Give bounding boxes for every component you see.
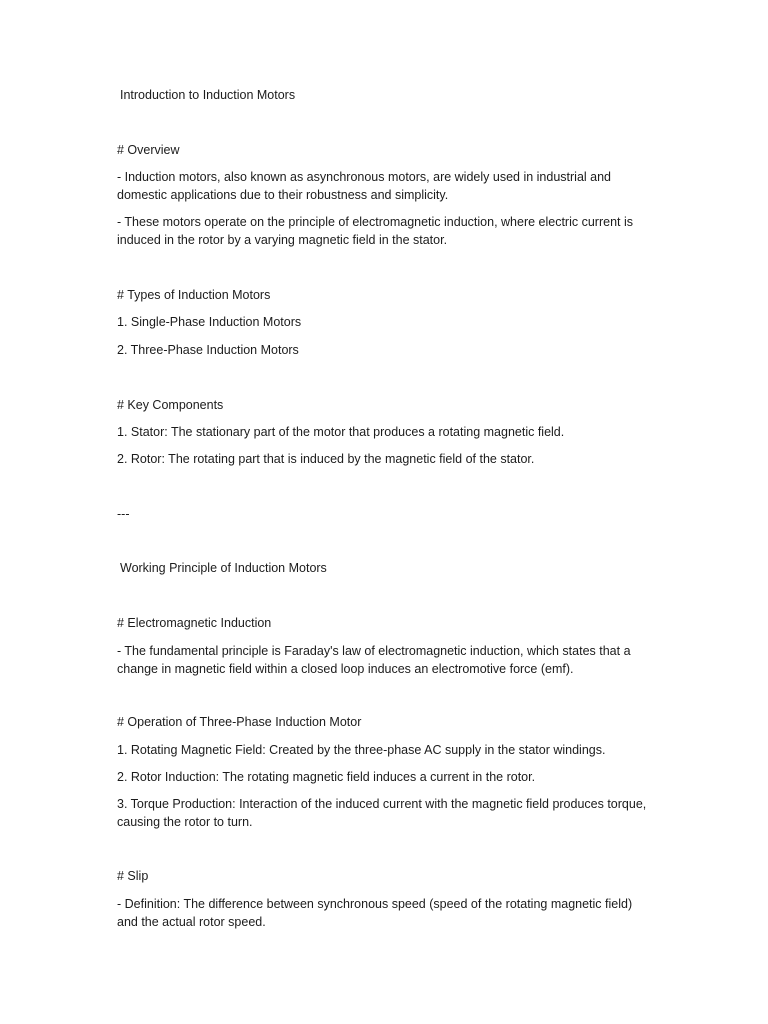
overview-paragraph-1: - Induction motors, also known as asynchronous motors, are widely used in industrial and domestic applications due to their robustness and simplicity. bbox=[117, 170, 612, 202]
components-list-item: 1. Stator: The stationary part of the motor that produces a rotating magnetic field. bbox=[117, 425, 565, 439]
separator: --- bbox=[117, 507, 130, 521]
heading-overview: # Overview bbox=[117, 143, 180, 157]
operation-list-item: 3. Torque Production: Interaction of the induced current with the magnetic field produces torque, causing the rotor to turn. bbox=[117, 797, 647, 829]
em-paragraph-1: - The fundamental principle is Faraday's law of electromagnetic induction, which states that a change in magnetic field within a closed loop induces an electromotive force (emf). bbox=[117, 644, 631, 676]
components-list-item: 2. Rotor: The rotating part that is induced by the magnetic field of the stator. bbox=[117, 452, 535, 466]
heading-electromagnetic-induction: # Electromagnetic Induction bbox=[117, 616, 272, 630]
heading-types: # Types of Induction Motors bbox=[117, 288, 271, 302]
slip-paragraph-1: - Definition: The difference between synchronous speed (speed of the rotating magnetic field) and the actual rotor speed. bbox=[117, 897, 633, 929]
operation-list-item: 2. Rotor Induction: The rotating magnetic field induces a current in the rotor. bbox=[117, 770, 536, 784]
types-list-item: 1. Single-Phase Induction Motors bbox=[117, 315, 302, 329]
types-list-item: 2. Three-Phase Induction Motors bbox=[117, 343, 299, 357]
heading-operation: # Operation of Three-Phase Induction Motor bbox=[117, 715, 362, 729]
operation-list-item: 1. Rotating Magnetic Field: Created by the three-phase AC supply in the stator windings. bbox=[117, 743, 606, 757]
section-title-working-principle: Working Principle of Induction Motors bbox=[120, 561, 327, 575]
heading-slip: # Slip bbox=[117, 869, 149, 883]
heading-key-components: # Key Components bbox=[117, 398, 224, 412]
section-title-introduction: Introduction to Induction Motors bbox=[120, 88, 296, 102]
overview-paragraph-2: - These motors operate on the principle of electromagnetic induction, where electric current is induced in the rotor by a varying magnetic field in the stator. bbox=[117, 215, 633, 247]
